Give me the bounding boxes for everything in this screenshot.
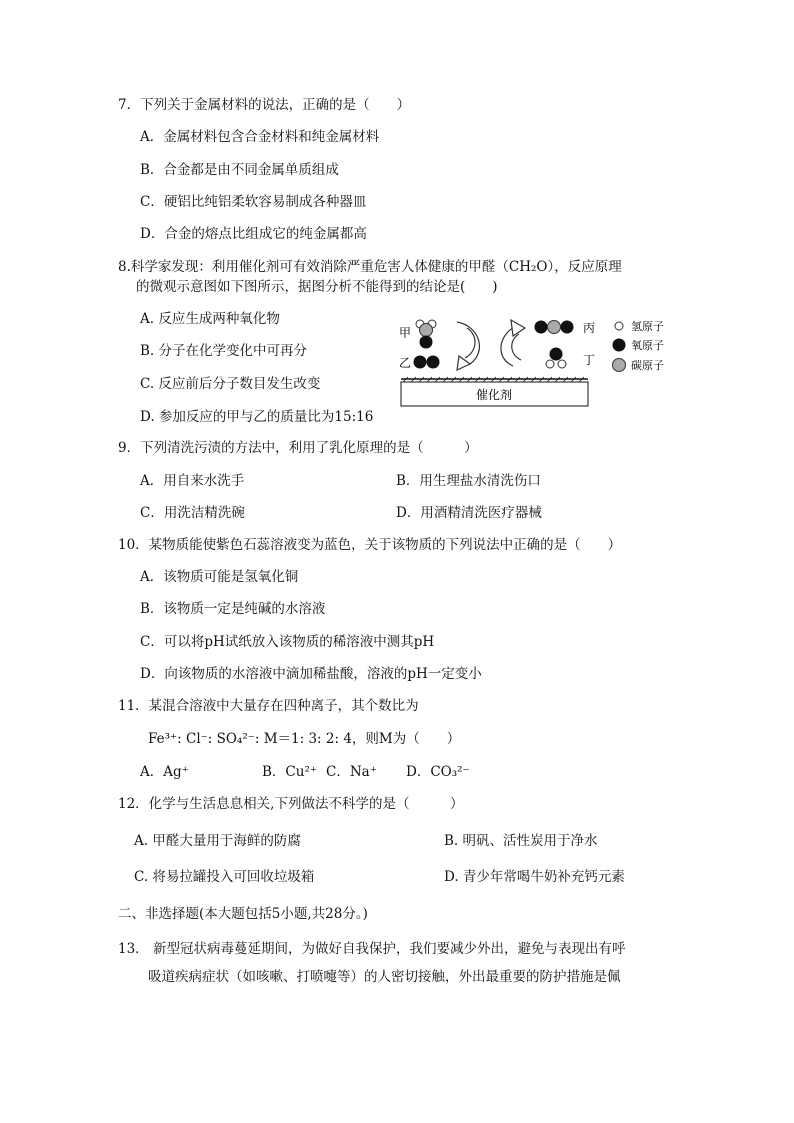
q11-option-a: A．Ag⁺ <box>140 764 189 780</box>
q7-option-a: A．金属材料包含合金材料和纯金属材料 <box>140 129 380 145</box>
q8-stem-line1: 8.科学家发现：利用催化剂可有效消除严重危害人体健康的甲醛（CH₂O），反应原理 <box>118 259 622 275</box>
q8-stem-line2: 的微观示意图如下图所示，据图分析不能得到的结论是( ) <box>136 279 498 295</box>
q12-option-a: A. 甲醛大量用于海鲜的防腐 <box>134 833 301 849</box>
carbon-atom-icon <box>613 359 626 372</box>
q13-line2: 吸道疾病症状（如咳嗽、打喷嚏等）的人密切接触，外出最重要的防护措施是佩 <box>148 969 621 985</box>
label-yi: 乙 <box>399 356 412 370</box>
molecule-yi <box>414 356 440 369</box>
q10-option-d: D．向该物质的水溶液中滴加稀盐酸，溶液的pH一定变小 <box>140 666 482 682</box>
q9-option-d: D．用酒精清洗医疗器械 <box>396 505 542 521</box>
q8-option-b: B. 分子在化学变化中可再分 <box>140 343 308 359</box>
catalyst-surface <box>401 377 588 406</box>
reaction-diagram <box>395 312 685 412</box>
q7-stem: 7．下列关于金属材料的说法，正确的是（ ） <box>118 97 411 113</box>
q9-option-a: A．用自来水洗手 <box>140 473 245 489</box>
q12-option-d: D. 青少年常喝牛奶补充钙元素 <box>444 869 625 885</box>
oxygen-atom-icon <box>613 339 626 352</box>
q10-option-b: B．该物质一定是纯碱的水溶液 <box>140 601 326 617</box>
catalyst-label: 催化剂 <box>475 388 513 402</box>
q10-stem: 10．某物质能使紫色石蕊溶液变为蓝色，关于该物质的下列说法中正确的是（ ） <box>118 537 622 553</box>
q12-stem: 12．化学与生活息息相关,下列做法不科学的是（ ） <box>118 796 464 812</box>
q10-option-a: A．该物质可能是氢氧化铜 <box>140 569 299 585</box>
q9-option-b: B．用生理盐水清洗伤口 <box>396 473 541 489</box>
q12-option-b: B. 明矾、活性炭用于净水 <box>444 833 598 849</box>
legend-oxygen: 氧原子 <box>631 339 664 352</box>
label-jia: 甲 <box>399 326 412 340</box>
q7-option-b: B．合金都是由不同金属单质组成 <box>140 162 339 178</box>
q11-stem: 11．某混合溶液中大量存在四种离子，其个数比为 <box>118 698 419 714</box>
q7-option-d: D．合金的熔点比组成它的纯金属都高 <box>140 226 367 242</box>
q11-option-d: D．CO₃²⁻ <box>406 764 470 780</box>
q8-option-d: D. 参加反应的甲与乙的质量比为15:16 <box>140 409 374 425</box>
q11-option-b: B．Cu²⁺ <box>262 764 317 780</box>
legend-hydrogen: 氢原子 <box>631 320 664 333</box>
q11-ion-ratio: Fe³⁺: Cl⁻: SO₄²⁻: M＝1: 3: 2: 4，则M为（ ） <box>148 731 461 747</box>
q9-option-c: C．用洗洁精洗碗 <box>140 505 245 521</box>
label-bing: 丙 <box>583 321 596 335</box>
curved-arrow-down-icon <box>457 322 479 370</box>
q7-option-c: C．硬铝比纯铝柔软容易制成各种器皿 <box>140 194 367 210</box>
q13-line1: 13． 新型冠状病毒蔓延期间，为做好自我保护，我们要减少外出，避免与表现出有呼 <box>118 941 626 957</box>
hydrogen-atom-icon <box>615 322 623 330</box>
q8-option-a: A. 反应生成两种氧化物 <box>140 311 280 327</box>
q12-option-c: C. 将易拉罐投入可回收垃圾箱 <box>134 869 315 885</box>
label-ding: 丁 <box>583 353 596 367</box>
legend-carbon: 碳原子 <box>631 359 664 372</box>
molecule-bing <box>535 321 574 334</box>
q9-stem: 9．下列清洗污渍的方法中，利用了乳化原理的是（ ） <box>118 440 478 456</box>
q8-option-c: C. 反应前后分子数目发生改变 <box>140 376 321 392</box>
q11-option-c: C．Na⁺ <box>326 764 377 780</box>
legend <box>613 319 665 372</box>
curved-arrow-up-icon <box>501 320 525 366</box>
section-heading: 二、非选择题(本大题包括5小题,共28分。) <box>118 906 368 922</box>
molecule-jia <box>416 320 436 349</box>
molecule-ding <box>546 348 566 369</box>
q10-option-c: C．可以将pH试纸放入该物质的稀溶液中测其pH <box>140 634 435 650</box>
